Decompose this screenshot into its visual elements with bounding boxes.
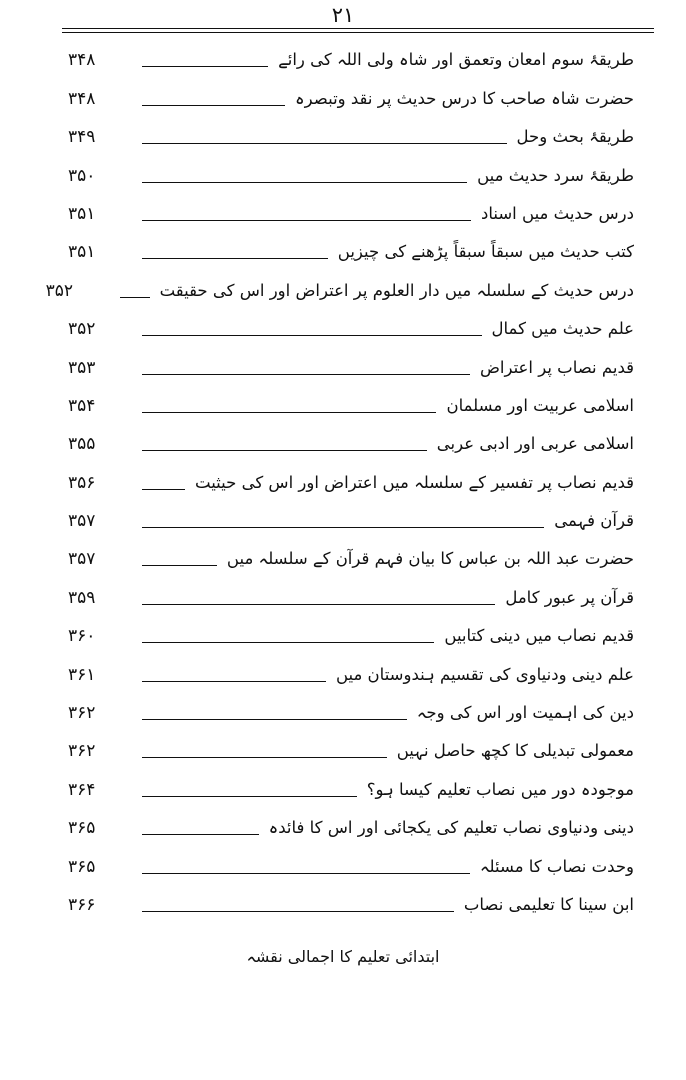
toc-leader-line	[142, 911, 454, 912]
toc-entry	[68, 535, 634, 573]
toc-entry	[68, 881, 634, 919]
toc-entry	[68, 190, 634, 228]
toc-entry-page: ۳۵۱	[68, 203, 96, 224]
toc-entry-title: حضرت عبد اللہ بن عباس کا بیان فہم قرآن کے سلسلہ میں	[226, 549, 634, 569]
toc-entry-page: ۳۶۲	[68, 741, 96, 762]
toc-leader-line	[142, 681, 326, 682]
toc-entry	[68, 842, 634, 880]
toc-leader-line	[120, 297, 150, 298]
header-rule-bottom	[62, 32, 654, 33]
toc-leader-line	[142, 335, 482, 336]
toc-leader-line	[142, 565, 217, 566]
toc-entry	[68, 765, 634, 803]
toc-entry-title: معمولی تبدیلی کا کچھ حاصل نہیں	[396, 741, 634, 761]
toc-entry	[68, 74, 634, 112]
toc-entry-page: ۳۶۵	[68, 856, 96, 877]
toc-entry-page: ۳۵۲	[68, 319, 96, 340]
toc-entry-page: ۳۶۴	[68, 779, 96, 800]
toc-entry	[68, 804, 634, 842]
toc-entry-page: ۳۵۱	[68, 242, 96, 263]
toc-entry	[68, 113, 634, 151]
toc-entry-title: موجودہ دور میں نصاب تعلیم کیسا ہو؟	[366, 779, 634, 799]
toc-entry-page: ۳۵۶	[68, 472, 96, 493]
toc-entry-title: قدیم نصاب میں دینی کتابیں	[444, 626, 634, 646]
toc-entry-title: علم دینی ودنیاوی کی تقسیم ہندوستان میں	[335, 664, 634, 684]
toc-entry-page: ۳۵۰	[68, 165, 96, 186]
toc-entry	[68, 228, 634, 266]
toc-entry-page: ۳۵۴	[68, 395, 96, 416]
toc-entry	[68, 497, 634, 535]
toc-entry-page: ۳۴۹	[68, 127, 96, 148]
toc-leader-line	[142, 834, 259, 835]
toc-entry-title: قرآن فہمی	[554, 511, 634, 531]
toc-leader-line	[142, 66, 268, 67]
toc-leader-line	[142, 489, 185, 490]
toc-entry-page: ۳۶۱	[68, 664, 96, 685]
toc-entry-title: قدیم نصاب پر تفسیر کے سلسلہ میں اعتراض اور اس کی حیثیت	[195, 472, 634, 492]
toc-leader-line	[142, 258, 328, 259]
toc-leader-line	[142, 873, 470, 874]
toc-entry-title: قرآن پر عبور کامل	[505, 587, 634, 607]
toc-entry-title: وحدت نصاب کا مسئلہ	[479, 856, 634, 876]
toc-entry-title: کتب حدیث میں سبقاً سبقاً پڑھنے کی چیزیں	[337, 242, 634, 262]
toc-leader-line	[142, 719, 407, 720]
toc-entry	[68, 305, 634, 343]
toc-leader-line	[142, 527, 544, 528]
page-number: ۲۱	[331, 3, 355, 27]
toc-entry-title: دینی ودنیاوی نصاب تعلیم کی یکجائی اور اس کا فائدہ	[268, 818, 634, 838]
toc-entry-title: اسلامی عربی اور ادبی عربی	[436, 434, 634, 454]
toc-leader-line	[142, 604, 495, 605]
toc-entry-title: درس حدیث میں اسناد	[481, 203, 634, 223]
toc-entry-title: ابن سینا کا تعلیمی نصاب	[463, 894, 634, 914]
toc-entry	[68, 573, 634, 611]
toc-entry-page: ۳۵۵	[68, 434, 96, 455]
toc-entry	[68, 382, 634, 420]
header-rule-top	[62, 28, 654, 29]
toc-entry-page: ۳۵۹	[68, 587, 96, 608]
toc-entry	[68, 36, 634, 74]
toc-entry	[68, 650, 634, 688]
toc-leader-line	[142, 450, 427, 451]
toc-leader-line	[142, 796, 357, 797]
toc-entry	[68, 458, 634, 496]
toc-entry	[68, 727, 634, 765]
toc-entry-title: طریقۂ سوم امعان وتعمق اور شاہ ولی اللہ کی رائے	[278, 50, 634, 70]
toc-entry-page: ۳۶۰	[68, 626, 96, 647]
toc-leader-line	[142, 105, 285, 106]
toc-entry-page: ۳۶۶	[68, 894, 96, 915]
toc-entry-title: اسلامی عربیت اور مسلمان	[446, 395, 634, 415]
toc-entry-page: ۳۴۸	[68, 50, 96, 71]
toc-leader-line	[142, 143, 507, 144]
toc-entry	[68, 420, 634, 458]
toc-entry-title: درس حدیث کے سلسلہ میں دار العلوم پر اعتراض اور اس کی حقیقت	[159, 280, 634, 300]
toc-entry-title: دین کی اہمیت اور اس کی وجہ	[416, 703, 634, 723]
toc-entry	[68, 612, 634, 650]
toc-leader-line	[142, 182, 467, 183]
table-of-contents	[45, 36, 634, 919]
toc-entry-page: ۳۴۸	[68, 88, 96, 109]
toc-entry-page: ۳۶۲	[68, 703, 96, 724]
toc-entry-title: حضرت شاہ صاحب کا درس حدیث پر نقد وتبصرہ	[295, 88, 634, 108]
toc-entry-page: ۳۵۳	[68, 357, 96, 378]
toc-entry-title: علم حدیث میں کمال	[491, 319, 634, 339]
section-heading: ابتدائی تعلیم کا اجمالی نقشہ	[246, 947, 440, 966]
toc-leader-line	[142, 412, 436, 413]
toc-entry	[68, 343, 634, 381]
toc-leader-line	[142, 757, 387, 758]
toc-leader-line	[142, 374, 470, 375]
toc-leader-line	[142, 220, 471, 221]
toc-entry-page: ۳۵۲	[45, 280, 73, 301]
toc-entry-page: ۳۶۵	[68, 818, 96, 839]
toc-entry	[68, 151, 634, 189]
toc-entry	[45, 266, 634, 304]
toc-entry-title: قدیم نصاب پر اعتراض	[479, 357, 634, 377]
toc-leader-line	[142, 642, 434, 643]
toc-entry-page: ۳۵۷	[68, 511, 96, 532]
toc-entry-page: ۳۵۷	[68, 549, 96, 570]
toc-entry	[68, 689, 634, 727]
toc-entry-title: طریقۂ بحث وحل	[516, 127, 634, 147]
toc-entry-title: طریقۂ سرد حدیث میں	[477, 165, 634, 185]
